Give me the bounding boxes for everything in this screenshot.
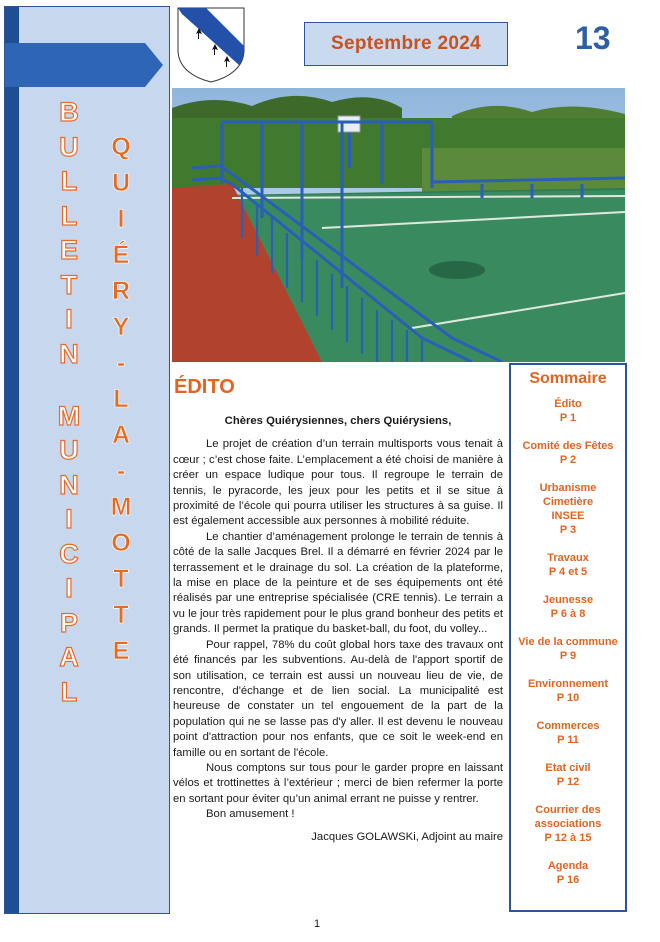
issue-number: 13 — [575, 20, 611, 56]
edito-paragraph: Pour rappel, 78% du coût global hors taxe des travaux ont été financés par les subventions. Au-delà de l'apport sportif de son utilisation, ce terrain est aussi un nouveau lieu de vie, de rencontre, d'échange et de lien social. La municipalité est heureuse de constater un tel engouement de la part de la population qui ne se lasse pas d'y aller. Il est devenu le nouveau point d'attraction pour nos enfants, que ce soit le week-end en famille ou en sortant de l'école. — [173, 638, 503, 759]
edito-paragraph: Nous comptons sur tous pour le garder propre en laissant vélos et trottinettes à l’extérieur ; merci de bien refermer la porte en sortant pour éviter qu’un animal errant ne puisse y rentrer. — [173, 761, 503, 805]
sidebar-stripe — [5, 7, 19, 913]
edito-title: ÉDITO — [174, 376, 235, 398]
toc-item[interactable]: Courrier des associations P 12 à 15 — [534, 804, 602, 844]
toc-item[interactable]: Agenda P 16 — [547, 860, 589, 886]
toc-item[interactable]: Environnement P 10 — [527, 678, 609, 704]
bulletin-municipal-title: B U L L E T I N M U N I C I P A L — [57, 97, 81, 707]
date-box — [304, 22, 508, 66]
toc-item[interactable]: Commerces P 11 — [536, 720, 600, 746]
edito-signature: Jacques GOLAWSKi, Adjoint au maire — [311, 830, 503, 843]
toc-item[interactable]: Travaux P 4 et 5 — [547, 552, 589, 578]
edito-article — [173, 414, 503, 845]
toc-item[interactable]: Édito P 1 — [554, 398, 582, 424]
edito-paragraph: Le projet de création d’un terrain multisports vous tenait à cœur ; c’est chose faite. L’emplacement a été choisi de manière à créer un espace ludique pour tous. Il regroupe le terrain de tennis, le pyracorde, les jeux pour les petits et il se situe à proximité de l’école qui pourra utiliser les structures à sa guise. Il est également accessible aux personnes à mobilité réduite. — [173, 438, 503, 528]
commune-name-title: Q U I É R Y - L A - M O T T E — [110, 133, 132, 665]
sommaire-title: Sommaire — [529, 370, 607, 387]
sidebar-panel — [4, 6, 170, 914]
issue-date: Septembre 2024 — [331, 33, 481, 54]
edito-paragraph: Le chantier d’aménagement prolonge le terrain de tennis à côté de la salle Jacques Brel. Il a démarré en février 2024 par le terrassement et le drainage du sol. La création de la plateforme, la mise en place de la peinture et de ses équipements ont été réalisés par une entreprise spécialisée (CRE tennis). Le terrain a vu le jour très rapidement pour le plus grand bonheur des petits et grands. Il permet la pratique du basket-ball, du foot, du volley... — [173, 530, 503, 636]
toc-item[interactable]: Comité des Fêtes P 2 — [522, 440, 614, 466]
toc-item[interactable]: Etat civil P 12 — [545, 762, 591, 788]
edito-greeting: Chères Quiérysiennes, chers Quiérysiens, — [224, 415, 452, 427]
sports-court-photo — [172, 88, 625, 362]
toc-item[interactable]: Jeunesse P 6 à 8 — [542, 594, 594, 620]
coat-of-arms-icon — [176, 6, 246, 84]
edito-closing: Bon amusement ! — [206, 808, 295, 821]
toc-item[interactable]: Vie de la commune P 9 — [518, 636, 618, 662]
toc-item[interactable]: Urbanisme Cimetière INSEE P 3 — [539, 482, 597, 536]
arrow-banner-icon — [5, 43, 165, 87]
table-of-contents — [509, 363, 627, 912]
page-number: 1 — [314, 918, 321, 930]
